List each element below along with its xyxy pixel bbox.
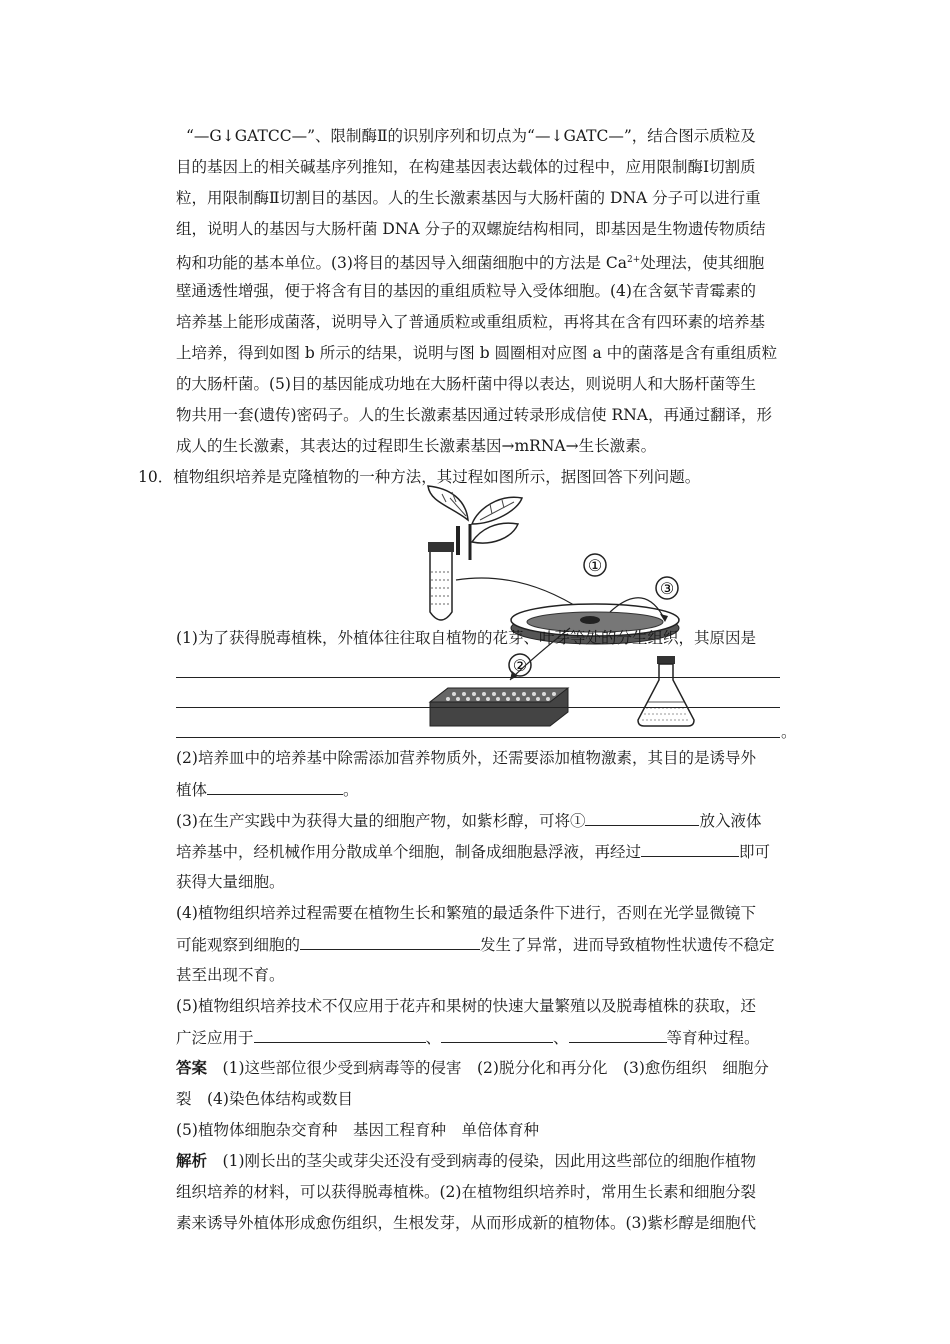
tube-cap: [428, 542, 454, 552]
text-line: 构和功能的基本单位。(3)将目的基因导入细菌细胞中的方法是 $Ca^{2+}$处理法，使其细胞: [176, 254, 765, 273]
text-line: 壁通透性增强，便于将含有目的基因的重组质粒导入受体细胞。(4)在含氨苄青霉素的: [176, 282, 756, 300]
answer-blank[interactable]: [441, 1027, 553, 1043]
subquestion-3: (3)在生产实践中为获得大量的细胞产物，如紫杉醇，可将① 放入液体: [176, 812, 762, 830]
text-line: 的大肠杆菌。(5)目的基因能成功地在大肠杆菌中得以表达，则说明人和大肠杆菌等生: [176, 375, 756, 393]
text-line: 组，说明人的基因与大肠杆菌 DNA 分子的双螺旋结构相同，即基因是生物遗传物质结: [176, 220, 766, 238]
flask-cap: [657, 656, 675, 664]
answer-blank[interactable]: [176, 736, 780, 738]
answer-line: 答案 (1)这些部位很少受到病毒等的侵害 (2)脱分化和再分化 (3)愈伤组织 细胞分: [176, 1058, 769, 1077]
test-tube: [430, 552, 452, 620]
answer-blank[interactable]: [585, 810, 699, 826]
analysis-line: 组织培养的材料，可以获得脱毒植株。(2)在植物组织培养时，常用生长素和细胞分裂: [176, 1183, 756, 1201]
text-line: “—G↓GATCC—”、限制酶Ⅱ的识别序列和切点为“—↓GATC—”，结合图示质粒及: [186, 127, 756, 145]
analysis-label: 解析: [176, 1151, 208, 1170]
answer-line: 裂 (4)染色体结构或数目: [176, 1090, 353, 1108]
text-line: 成人的生长激素，其表达的过程即生长激素基因→mRNA→生长激素。: [176, 437, 657, 455]
answer-blank[interactable]: [254, 1027, 426, 1043]
subquestion-2: (2)培养皿中的培养基中除需添加营养物质外，还需要添加植物激素，其目的是诱导外: [176, 749, 756, 767]
answer-blank[interactable]: [176, 676, 780, 678]
subquestion-5: (5)植物组织培养技术不仅应用于花卉和果树的快速大量繁殖以及脱毒植株的获取，还: [176, 997, 756, 1015]
analysis-line: 素来诱导外植体形成愈伤组织，生根发芽，从而形成新的植物体。(3)紫杉醇是细胞代: [176, 1214, 756, 1232]
text-line: 培养基上能形成菌落，说明导入了普通质粒或重组质粒，再将其在含有四环素的培养基: [176, 313, 766, 331]
leaf-lower: [472, 523, 518, 543]
plant-tissue-culture-figure: [410, 480, 790, 730]
subquestion-3-cont: 培养基中，经机械作用分散成单个细胞，制备成细胞悬浮液，再经过 即可: [176, 843, 771, 861]
fig-label-1: ①: [587, 556, 603, 575]
analysis-line: 解析 (1)刚长出的茎尖或芽尖还没有受到病毒的侵染，因此用这些部位的细胞作植物: [176, 1151, 756, 1170]
subquestion-4-cont: 可能观察到细胞的 发生了异常，进而导致植物性状遗传不稳定: [176, 936, 775, 954]
subquestion-1: (1)为了获得脱毒植株，外植体往往取自植物的花芽、叶芽等处的分生组织，其原因是: [176, 629, 756, 647]
subquestion-5-cont: 广泛应用于 、 、 等育种过程。: [176, 1029, 760, 1047]
answer-blank[interactable]: [641, 841, 739, 857]
answer-blank[interactable]: [569, 1027, 667, 1043]
leaf-left: [428, 486, 468, 520]
text-line: 目的基因上的相关碱基序列推知，在构建基因表达载体的过程中，应用限制酶Ⅰ切割质: [176, 158, 756, 176]
subquestion-4: (4)植物组织培养过程需要在植物生长和繁殖的最适条件下进行，否则在光学显微镜下: [176, 904, 756, 922]
punctuation: 。: [781, 723, 797, 741]
question-number: 10．: [138, 468, 174, 486]
text-line: 上培养，得到如图 b 所示的结果，说明与图 b 圆圈相对应图 a 中的菌落是含有重组质粒: [176, 344, 778, 362]
answer-blank[interactable]: [300, 934, 480, 950]
subquestion-4-cont: 甚至出现不育。: [176, 966, 285, 984]
question-stem: 10．植物组织培养是克隆植物的一种方法，其过程如图所示，据图回答下列问题。: [138, 468, 701, 486]
subquestion-3-cont: 获得大量细胞。: [176, 873, 285, 891]
answer-label: 答案: [176, 1058, 208, 1077]
answer-blank[interactable]: [176, 706, 780, 708]
fig-label-3: ③: [659, 579, 675, 598]
text-line: 物共用一套(遗传)密码子。人的生长激素基因通过转录形成信使 RNA，再通过翻译，形: [176, 406, 772, 424]
flask: [638, 664, 694, 726]
answer-line: (5)植物体细胞杂交育种 基因工程育种 单倍体育种: [176, 1121, 539, 1139]
text-line: 粒，用限制酶Ⅱ切割目的基因。人的生长激素基因与大肠杆菌的 DNA 分子可以进行重: [176, 189, 761, 207]
answer-blank[interactable]: [207, 779, 343, 795]
subquestion-2-cont: 植体 。: [176, 781, 359, 799]
fig-label-2: ②: [512, 656, 528, 675]
